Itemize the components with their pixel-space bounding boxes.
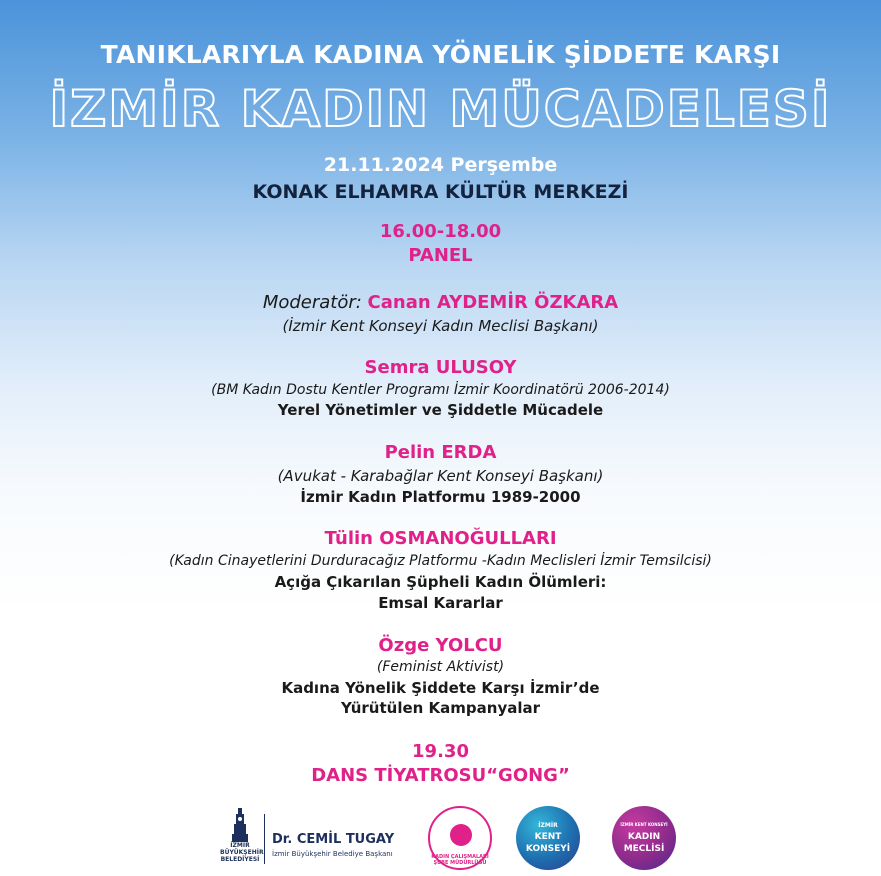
speaker-topic: Açığa Çıkarılan Şüpheli Kadın Ölümleri: [274, 573, 607, 591]
moderator-name: Canan AYDEMİR ÖZKARA [367, 292, 619, 313]
speaker-topic: Kadına Yönelik Şiddete Karşı İzmir’de [281, 679, 600, 697]
mayor-title: İzmir Büyükşehir Belediye Başkanı [272, 850, 393, 858]
moderator-line [0, 292, 881, 313]
moderator-role: (İzmir Kent Konseyi Kadın Meclisi Başkanı) [282, 317, 599, 335]
badge-label: KADIN ÇALIŞMALARI ŞUBE MÜDÜRLÜĞÜ [431, 854, 489, 866]
speaker-role: (Kadın Cinayetlerini Durduracağız Platformu -Kadın Meclisleri İzmir Temsilcisi) [169, 553, 712, 569]
speaker-name: Özge YOLCU [378, 635, 503, 656]
clock-tower-icon [231, 808, 249, 842]
badge-label: İZMİR KENT KONSEYİ [620, 822, 668, 827]
badge-label: KENT [534, 832, 562, 842]
speaker-topic: Yürütülen Kampanyalar [340, 699, 541, 717]
ibb-logo [220, 808, 264, 872]
panel-label: PANEL [408, 245, 473, 266]
ibb-line: İZMİR [230, 842, 250, 849]
speaker-name: Pelin ERDA [384, 442, 497, 463]
ibb-line: BÜYÜKŞEHİR [220, 849, 264, 856]
event-date: 21.11.2024 Perşembe [323, 154, 558, 176]
female-symbol-icon [450, 824, 472, 846]
speaker-role: (BM Kadın Dostu Kentler Programı İzmir Koordinatörü 2006-2014) [211, 382, 670, 398]
moderator-prefix: Moderatör: [262, 292, 368, 313]
footer-logos [0, 800, 881, 876]
badge-label: KONSEYİ [525, 844, 571, 854]
ibb-line: BELEDİYESİ [220, 856, 260, 863]
speaker-name: Semra ULUSOY [364, 357, 517, 378]
panel-time: 16.00-18.00 [379, 221, 502, 242]
badge-label: MECLİSİ [623, 844, 665, 854]
mayor-name: Dr. CEMİL TUGAY [272, 832, 395, 847]
evening-time: 19.30 [412, 741, 469, 762]
footer-divider [264, 814, 265, 864]
speaker-role: (Avukat - Karabağlar Kent Konseyi Başkanı) [277, 467, 604, 485]
speaker-topic: Yerel Yönetimler ve Şiddetle Mücadele [277, 401, 604, 419]
speaker-role: (Feminist Aktivist) [376, 659, 505, 675]
speaker-topic: Emsal Kararlar [378, 594, 503, 612]
badge-label: İZMİR [538, 822, 558, 829]
badge-label: KADIN [627, 832, 661, 842]
event-title: İZMİR KADIN MÜCADELESİ [49, 80, 832, 138]
kadin-meclisi-logo [612, 806, 676, 870]
speaker-name: Tülin OSMANOĞULLARI [324, 528, 557, 549]
event-subtitle: TANIKLARIYLA KADINA YÖNELİK ŞİDDETE KARŞI [100, 40, 781, 69]
kadin-calismalari-logo [428, 806, 492, 870]
evening-label: DANS TİYATROSU“GONG” [311, 765, 570, 786]
speaker-topic: İzmir Kadın Platformu 1989-2000 [300, 488, 581, 506]
kent-konseyi-logo [516, 806, 580, 870]
event-venue: KONAK ELHAMRA KÜLTÜR MERKEZİ [252, 181, 629, 203]
